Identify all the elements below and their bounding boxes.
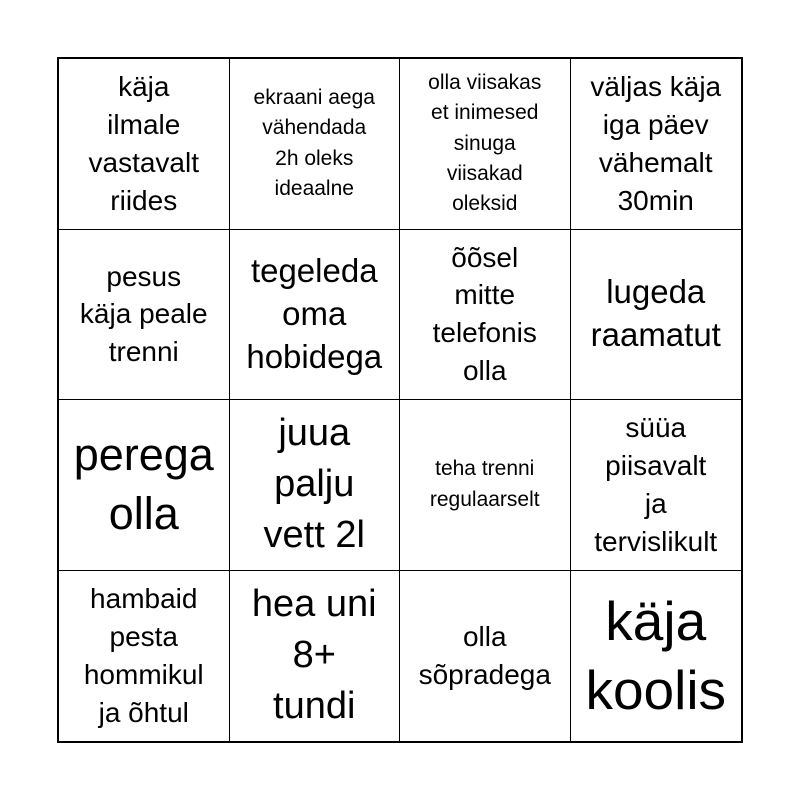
cell-text: käja koolis [585,590,727,721]
bingo-cell[interactable] [400,59,571,230]
cell-text: juua palju vett 2l [263,411,365,557]
bingo-cell[interactable] [230,400,401,571]
cell-text: hea uni 8+ tundi [251,582,377,728]
bingo-cell[interactable] [400,230,571,401]
cell-text: lugeda raamatut [590,273,721,354]
bingo-board [57,57,743,743]
bingo-cell[interactable] [230,59,401,230]
bingo-cell[interactable] [59,230,230,401]
bingo-cell[interactable] [571,59,742,230]
cell-text: tegeleda oma hobidega [246,251,383,375]
cell-text: süüa piisavalt ja tervislikult [594,412,718,557]
bingo-cell[interactable] [571,571,742,742]
cell-text: väljas käja iga päev vähemalt 30min [590,71,722,216]
bingo-cell[interactable] [571,230,742,401]
bingo-cell[interactable] [59,59,230,230]
cell-text: käja ilmale vastavalt riides [88,71,199,216]
cell-text: teha trenni regulaarselt [429,457,540,511]
cell-text: õõsel mitte telefonis olla [432,241,537,387]
bingo-cell[interactable] [230,571,401,742]
bingo-cell[interactable] [230,230,401,401]
cell-text: olla sõpradega [418,620,551,690]
cell-text: ekraani aega vähendada 2h oleks ideaalne [253,85,375,201]
cell-text: olla viisakas et inimesed sinuga viisakad oleksid [428,70,542,216]
cell-text: hambaid pesta hommikul ja õhtul [83,583,204,728]
cell-text: perega olla [73,429,214,539]
bingo-cell[interactable] [59,400,230,571]
cell-text: pesus käja peale trenni [79,260,208,368]
bingo-cell[interactable] [400,400,571,571]
bingo-cell[interactable] [571,400,742,571]
bingo-cell[interactable] [400,571,571,742]
bingo-cell[interactable] [59,571,230,742]
